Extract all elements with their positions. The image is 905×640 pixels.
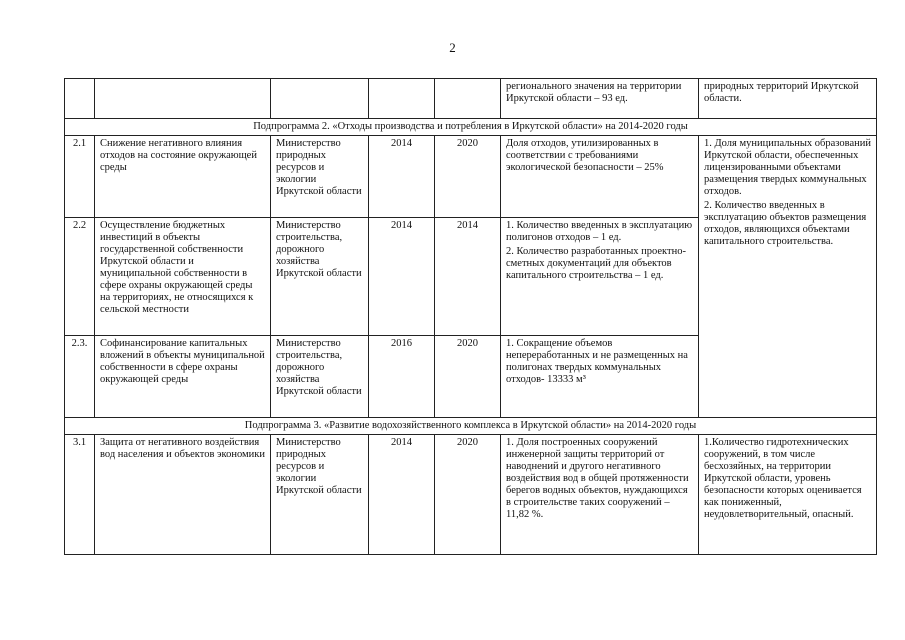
executor: Министерство природных ресурсов и экологии Иркутской области [271, 435, 369, 555]
result-cell: 1.Количество гидротехнических сооружений, в том числе бесхозяйных, на территории Иркутской области, уровень безопасности которых оценивается как пониженный, неудовлетворительный, опасный. [699, 435, 877, 555]
row-number: 2.2 [65, 218, 95, 336]
indicator-item: 1. Количество введенных в эксплуатацию полигонов отходов – 1 ед. [506, 220, 693, 243]
start-year: 2014 [369, 136, 435, 218]
start-year: 2014 [369, 218, 435, 336]
executor: Министерство строительства, дорожного хозяйства Иркутской области [271, 218, 369, 336]
subprogram-heading-row [65, 119, 877, 136]
indicator-cell [501, 218, 699, 336]
subprogram-2-heading: Подпрограмма 2. «Отходы производства и потребления в Иркутской области» на 2014-2020 годы [65, 119, 877, 136]
result-cell: природных территорий Иркутской области. [699, 79, 877, 119]
page-number: 2 [449, 40, 456, 55]
end-year: 2020 [435, 136, 501, 218]
measure-name: Софинансирование капитальных вложений в объекты муниципальной собственности в сфере охраны окружающей среды [95, 336, 271, 418]
row-number: 3.1 [65, 435, 95, 555]
indicator-item: Доля отходов, утилизированных в соответствии с требованиями экологической безопасности – 25% [506, 138, 664, 173]
indicator-item: 2. Количество разработанных проектно-сметных документаций для объектов капитального строительства – 1 ед. [506, 246, 686, 281]
subprogram-3-heading: Подпрограмма 3. «Развитие водохозяйственного комплекса в Иркутской области» на 2014-2020 годы [65, 418, 877, 435]
indicator-item: 1. Доля построенных сооружений инженерной защиты территорий от наводнений и другого негативного воздействия вод в общей протяженности берегов водных объектов, нуждающихся в строительстве таких сооружений – 11,82 %. [506, 437, 689, 520]
executor: Министерство строительства, дорожного хозяйства Иркутской области [271, 336, 369, 418]
result-item: 2. Количество введенных в эксплуатацию объектов размещения отходов, являющихся объектами капитального строительства. [704, 200, 867, 247]
start-year: 2014 [369, 435, 435, 555]
indicator-cell [501, 336, 699, 418]
measure-name: Защита от негативного воздействия вод населения и объектов экономики [95, 435, 271, 555]
row-number: 2.1 [65, 136, 95, 218]
indicator-cell: регионального значения на территории Иркутской области – 93 ед. [501, 79, 699, 119]
end-year: 2014 [435, 218, 501, 336]
row-number: 2.3. [65, 336, 95, 418]
measure-name: Осуществление бюджетных инвестиций в объекты государственной собственности Иркутской области и муниципальной собственности в сфере охраны окружающей среды на территориях, не относящихся к сельской местности [95, 218, 271, 336]
end-year: 2020 [435, 336, 501, 418]
indicator-cell [501, 435, 699, 555]
table-row [65, 79, 877, 119]
indicator-item: 1. Сокращение объемов непереработанных и не размещенных на полигонах твердых коммунальных отходов- 13333 м³ [506, 338, 688, 385]
result-item: 1. Доля муниципальных образований Иркутской области, обеспеченных лицензированными объектами размещения твердых коммунальных отходов. [704, 138, 871, 197]
table-row [65, 136, 877, 218]
program-table [64, 78, 877, 555]
end-year: 2020 [435, 435, 501, 555]
table-row [65, 435, 877, 555]
executor: Министерство природных ресурсов и экологии Иркутской области [271, 136, 369, 218]
indicator-cell [501, 136, 699, 218]
result-cell [699, 136, 877, 418]
measure-name: Снижение негативного влияния отходов на состояние окружающей среды [95, 136, 271, 218]
subprogram-heading-row [65, 418, 877, 435]
start-year: 2016 [369, 336, 435, 418]
